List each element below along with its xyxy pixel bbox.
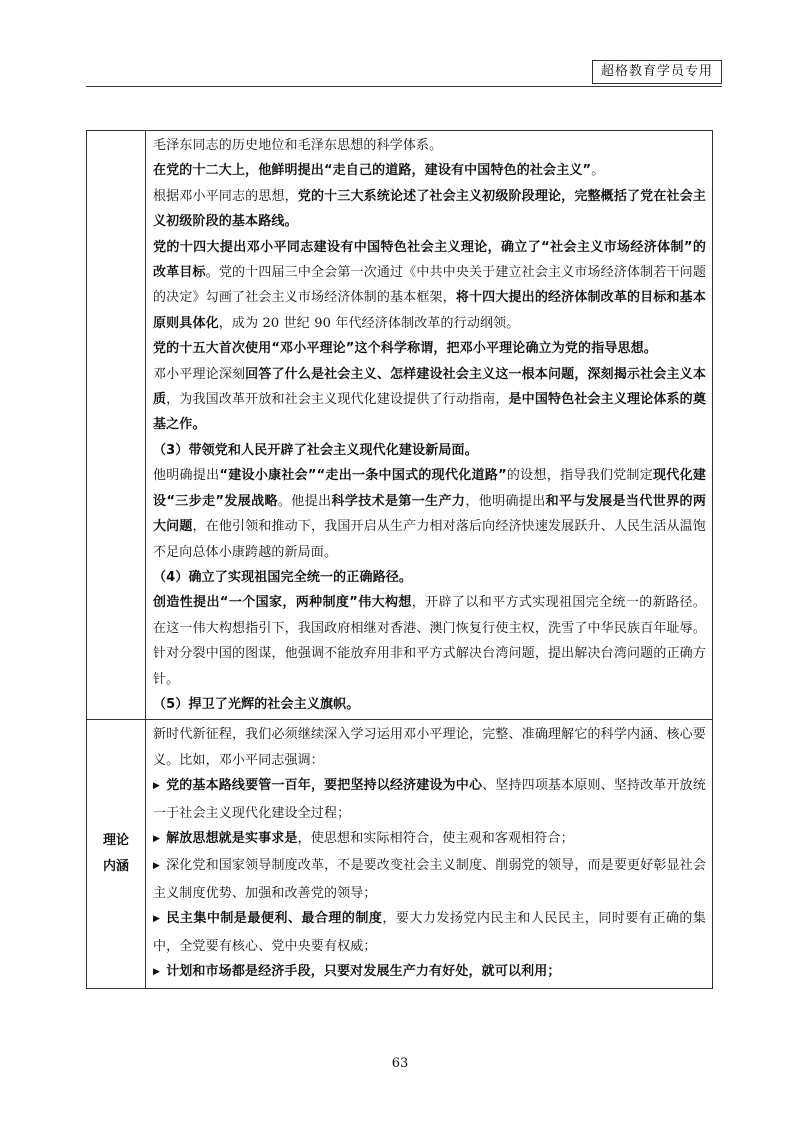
- paragraph: [153, 590, 706, 692]
- row-content-cell: [146, 131, 713, 720]
- bullet-triangle-icon: ▶: [153, 781, 161, 792]
- text: ，成为 20 世纪 90 年代经济体制改革的行动纲领。: [218, 315, 520, 331]
- paragraph: [153, 722, 706, 773]
- page-number: 63: [391, 1056, 409, 1071]
- bold-text: 党的基本路线要管一百年，要把坚持以经济建设为中心: [166, 778, 483, 794]
- bullet-item: [153, 959, 706, 986]
- text: ，使思想和实际相符合，使主观和客观相符合；: [297, 830, 574, 846]
- bullet-triangle-icon: ▶: [153, 833, 161, 844]
- bold-text: 将十四大提出的经济体制改革的目标和基本原则具体化: [153, 290, 706, 331]
- row-label-line2: 内涵: [102, 859, 129, 875]
- bullet-item: [153, 906, 706, 959]
- paragraph: [153, 463, 706, 565]
- bold-text: 是中国特色社会主义理论体系的奠基之作。: [153, 392, 706, 433]
- bullet-triangle-icon: ▶: [153, 861, 161, 872]
- bold-text: （4）确立了实现祖国完全统一的正确路径。: [153, 569, 413, 585]
- bold-text: 创造性提出“一个国家，两种制度”伟大构想: [153, 595, 412, 611]
- row-label-cell: [87, 131, 146, 720]
- text: 邓小平理论深刻: [153, 366, 246, 382]
- paragraph: [153, 692, 706, 717]
- bold-text: 现代化建设“三步走”发展战略: [153, 468, 706, 509]
- table-row-theory-connotation: [87, 720, 713, 989]
- row1-paragraphs: [153, 133, 706, 717]
- header-rule: [86, 86, 722, 87]
- row-content-cell-theory: [146, 720, 713, 989]
- bold-text: 党的十四大提出邓小平同志建设有中国特色社会主义理论，确立了“社会主义市场经济体制”的改革目标: [153, 239, 706, 281]
- bullet-triangle-icon: ▶: [153, 914, 161, 925]
- text: 的设想，指导我们党制定: [506, 468, 653, 484]
- paragraph: [153, 235, 706, 337]
- exclusive-use-tag: 超格教育学员专用: [592, 60, 722, 84]
- bullet-triangle-icon: ▶: [153, 967, 161, 977]
- paragraph: [153, 565, 706, 590]
- text: ，在他引领和推动下，我国开启从生产力相对落后向经济快速发展跃升、人民生活从温饱不足向总体小康跨越的新局面。: [153, 519, 707, 560]
- bold-text: 民主集中制是最便利、最合理的制度: [166, 911, 383, 927]
- bold-text: 在党的十二大上，他鲜明提出“走自己的道路，建设有中国特色的社会主义”: [153, 163, 592, 179]
- text: 毛泽东同志的历史地位和毛泽东思想的科学体系。: [153, 138, 443, 153]
- text: 。党的十四届三中全会第一次通过《中共中央关于建立社会主义市场经济体制若干问题的决定》勾画了社会主义市场经济体制的基本框架，: [153, 265, 706, 306]
- bold-text: 回答了什么是社会主义、怎样建设社会主义这一根本问题，深刻揭示社会主义本质: [153, 366, 706, 408]
- text: ，为我国改革开放和社会主义现代化建设提供了行动指南，: [166, 392, 509, 408]
- bold-text: 解放思想就是实事求是: [166, 830, 298, 846]
- bullet-item: [153, 853, 706, 906]
- bullet-item: [153, 826, 706, 853]
- bold-text: 和平与发展是当代世界的两大问题: [153, 493, 706, 535]
- bold-text: 党的十五大首次使用“邓小平理论”这个科学称谓，把邓小平理论确立为党的指导思想。: [153, 341, 657, 357]
- text: ，开辟了以和平方式实现祖国完全统一的新路径。在这一伟大构想指引下，我国政府相继对香港、澳门恢复行使主权，洗雪了中华民族百年耻辱。针对分裂中国的图谋，他强调不能放弃用非和平方式解决台湾问题，提出解决台湾问题的正确方针。: [153, 595, 706, 687]
- text: 新时代新征程，我们必须继续深入学习运用邓小平理论，完整、准确理解它的科学内涵、核心要义。比如，邓小平同志强调：: [153, 727, 706, 768]
- bullet-item: [153, 773, 706, 826]
- text: 。他提出: [277, 493, 332, 509]
- table-row-continuation: [87, 131, 713, 720]
- text: 深化党和国家领导制度改革，不是要改变社会主义制度、削弱党的领导，而是要更好彰显社会主义制度优势、加强和改善党的领导；: [153, 858, 706, 901]
- text: 他明确提出: [153, 468, 220, 484]
- paragraph: [153, 158, 706, 183]
- row2-paragraphs: [153, 722, 706, 986]
- paragraph: [153, 336, 706, 361]
- text: 、坚持四项基本原则、坚持改革开放统一于社会主义现代化建设全过程；: [153, 778, 706, 821]
- paragraph: [153, 438, 706, 463]
- row-label-cell-theory: [87, 720, 146, 989]
- bold-text: （3）带领党和人民开辟了社会主义现代化建设新局面。: [153, 442, 478, 458]
- bold-text: （5）捍卫了光辉的社会主义旗帜。: [153, 696, 360, 712]
- bold-text: 计划和市场都是经济手段，只要对发展生产力有好处，就可以利用；: [166, 964, 561, 979]
- bold-text: 科学技术是第一生产力: [331, 493, 466, 509]
- bold-text: 党的十三大系统论述了社会主义初级阶段理论，完整概括了党在社会主义初级阶段的基本路线。: [153, 188, 706, 230]
- content-table: [86, 130, 713, 989]
- text: ，要大力发扬党内民主和人民民主，同时要有正确的集中，全党要有核心、党中央要有权威；: [153, 911, 706, 954]
- paragraph: [153, 184, 706, 235]
- paragraph: [153, 362, 706, 438]
- text: 。: [591, 163, 605, 179]
- paragraph: [153, 133, 706, 158]
- text: 根据邓小平同志的思想，: [153, 188, 298, 204]
- text: ，他明确提出: [465, 493, 546, 509]
- row-label-line1: 理论: [102, 833, 129, 849]
- bold-text: “建设小康社会”“走出一条中国式的现代化道路”: [219, 468, 507, 484]
